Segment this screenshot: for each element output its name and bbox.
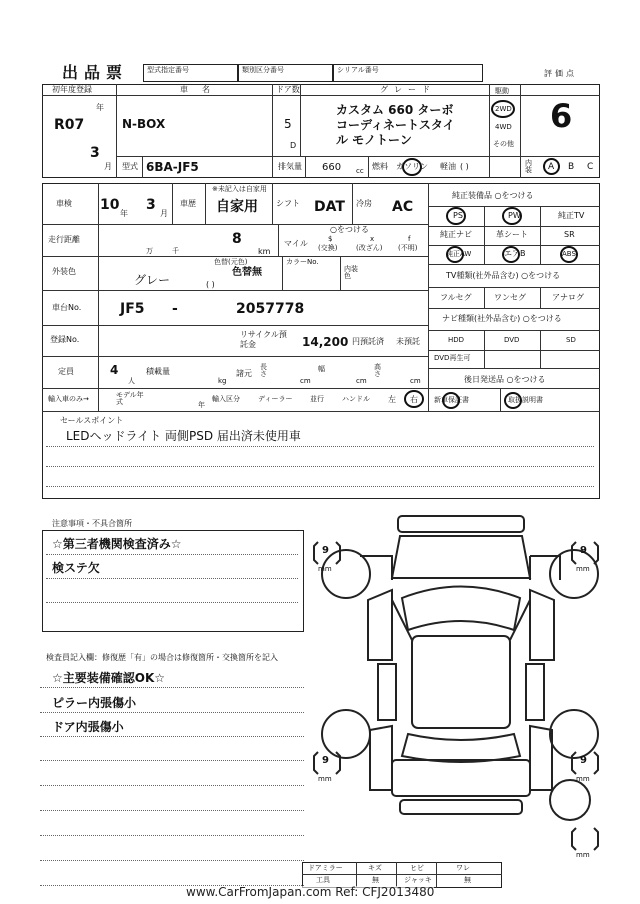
grade-line3: ル モノトーン [336, 133, 412, 147]
car-name: N-BOX [122, 117, 166, 131]
km-unit: km [258, 247, 271, 256]
handle-right: 右 [410, 395, 418, 404]
capacity-unit: 人 [128, 377, 135, 385]
int-color-label: 内装色 [344, 265, 358, 280]
model-code: 6BA-JF5 [146, 160, 199, 174]
handle-left: 左 [388, 395, 396, 404]
recycle-deposited: 円預託済 [352, 337, 384, 346]
tire-rl-depth: 9 [322, 755, 329, 766]
month-unit: 月 [104, 162, 112, 171]
year-unit: 年 [96, 103, 104, 112]
cm-1: cm [300, 377, 311, 385]
capacity: 4 [110, 363, 119, 377]
height-label: 高さ [374, 363, 381, 378]
displacement-label: 排気量 [278, 162, 302, 171]
repaint-paren: ( ) [206, 280, 215, 289]
manual: 取扱説明書 [508, 396, 543, 404]
ac: AC [392, 199, 414, 215]
handle: ハンドル [342, 395, 370, 403]
legend-mirror: ドアミラー [308, 864, 343, 872]
tire-fl-mm: mm [318, 565, 332, 573]
class-code-label: 類別区分番号 [242, 66, 284, 74]
cm-3: cm [410, 377, 421, 385]
legend-crack: ヒビ [410, 864, 424, 872]
first-reg-label: 初年度登録 [52, 85, 92, 94]
chassis-dash: - [172, 301, 178, 317]
legend-tool-val: 無 [372, 876, 379, 884]
model-code-label: 型式指定番号 [147, 66, 189, 74]
mileage-circle-note: ○をつける [330, 225, 369, 234]
serial-label: シリアル番号 [337, 66, 379, 74]
color-no-label: カラーNo. [286, 258, 319, 266]
cm-2: cm [356, 377, 367, 385]
fuel-value: ガソリン [396, 162, 428, 171]
mileage-value: 8 [232, 231, 242, 247]
unknown-symbol: f [408, 235, 411, 243]
fuel-paren: ( ) [460, 162, 469, 171]
notes-line1: ☆第三者機関検査済み☆ [52, 537, 182, 551]
grade-line1: カスタム 660 ターボ [336, 103, 454, 117]
fuel-label: 燃料 [372, 162, 388, 171]
inspector-line1: ☆主要装備確認OK☆ [52, 671, 166, 685]
equip-airbag: エアB [504, 249, 526, 258]
interior-c: C [587, 162, 594, 172]
warranty: 新車保証書 [434, 396, 469, 404]
tire-fr-depth: 9 [580, 545, 587, 556]
model-year-unit: 年 [198, 401, 205, 409]
interior-label: 内装 [525, 159, 532, 174]
legend-dent: ワレ [456, 864, 470, 872]
import-label: 輸入車のみ→ [48, 395, 89, 403]
doors-label: ドア数 [276, 85, 300, 94]
sales-label: セールスポイント [60, 416, 124, 425]
width-label: 幅 [318, 365, 325, 373]
color: グレー [134, 273, 171, 287]
hdd: HDD [448, 336, 465, 344]
dims-label: 諸元 [236, 369, 252, 378]
fullseg: フルセグ [440, 293, 472, 302]
tire-fl-depth: 9 [322, 545, 329, 556]
mile: マイル [284, 239, 308, 248]
inspection-year-unit: 年 [120, 209, 128, 218]
tv-type-header: TV種類(社外品含む) ○をつける [446, 271, 561, 280]
mileage-man: 万 [146, 247, 153, 255]
tire-rr-depth: 9 [580, 755, 587, 766]
equip-ps: PS [453, 211, 463, 220]
drive-other: その他 [493, 140, 514, 148]
repaint-label: 色替(元色) [214, 258, 248, 266]
exchange: (交換) [318, 244, 338, 252]
analog: アナログ [552, 293, 584, 302]
equip-tv: 純正TV [558, 211, 585, 220]
notes-line2: 検ステ欠 [52, 561, 100, 575]
dealer: ディーラー [258, 395, 293, 403]
first-reg-month: 3 [90, 145, 100, 161]
watermark: www.CarFromJapan.com Ref: CFJ2013480 [186, 885, 435, 899]
inspection-year: 10 [100, 197, 120, 213]
equip-aw: 純正AW [446, 250, 472, 258]
chassis-prefix: JF5 [120, 301, 145, 317]
reg-no-label: 登録No. [50, 335, 80, 344]
equipment-header: 純正装備品 ○をつける [452, 191, 534, 200]
equip-pw: PW [508, 211, 521, 220]
score-label: 評価点 [544, 69, 577, 78]
inspector-line3: ドア内張傷小 [52, 720, 124, 734]
length-label: 長さ [260, 363, 267, 378]
parallel: 並行 [310, 395, 324, 403]
history-note: ※未記入は自家用 [212, 185, 267, 193]
equip-navi: 純正ナビ [440, 230, 472, 239]
light-oil: 軽油 [440, 162, 456, 171]
shift: DAT [314, 199, 345, 215]
inspector-label: 検査員記入欄：修復歴「有」の場合は修復箇所・交換箇所を記入 [46, 653, 278, 662]
tire-rl-mm: mm [318, 775, 332, 783]
equip-abs: ABS [562, 250, 576, 258]
ac-label: 冷房 [356, 199, 372, 208]
history: 自家用 [216, 199, 258, 215]
sd: SD [566, 336, 576, 344]
doors: 5 [284, 117, 292, 131]
tire-fr-mm: mm [576, 565, 590, 573]
sales-text: LEDヘッドライト 両側PSD 届出済未使用車 [66, 429, 301, 443]
dvd-play: DVD再生可 [434, 354, 471, 362]
oneseg: ワンセグ [494, 293, 526, 302]
legend-tool: 工具 [316, 876, 330, 884]
kg-unit: kg [218, 377, 227, 385]
unknown: (不明) [398, 244, 418, 252]
displacement: 660 [322, 162, 342, 173]
inspection-month-unit: 月 [160, 209, 168, 218]
shift-label: シフト [276, 199, 300, 208]
interior-b: B [568, 162, 575, 172]
load-label: 積載量 [146, 367, 170, 376]
recycle-not: 未預託 [396, 337, 420, 346]
repaint: 色替無 [232, 267, 262, 278]
grade-line2: コーディネートスタイ [336, 118, 455, 132]
recycle-label: リサイクル預託金 [240, 330, 287, 349]
score-value: 6 [550, 97, 573, 135]
tire-rr-mm: mm [576, 775, 590, 783]
form-title: 出品票 [62, 63, 129, 82]
model-year-label: モデル年式 [116, 391, 144, 406]
notes-label: 注意事項・不具合箇所 [52, 519, 132, 528]
capacity-label: 定員 [58, 367, 74, 376]
dvd: DVD [504, 336, 520, 344]
mileage-label: 走行距離 [48, 235, 80, 244]
tampered-symbol: x [370, 235, 375, 243]
drive-label: 駆動 [495, 87, 509, 95]
color-label: 外装色 [52, 267, 76, 276]
tire-spare-mm: mm [576, 851, 590, 859]
exchange-symbol: $ [328, 235, 333, 243]
recycle-amount: 14,200 [302, 335, 349, 349]
inspector-line2: ピラー内張傷小 [52, 696, 137, 710]
equip-sr: SR [564, 230, 575, 239]
inspection-label: 車検 [56, 199, 72, 208]
navi-type-header: ナビ種類(社外品含む) ○をつける [442, 314, 562, 323]
later-header: 後日発送品 ○をつける [464, 375, 546, 384]
chassis-label: 車台No. [52, 303, 82, 312]
interior-a: A [548, 162, 555, 172]
import-class: 輸入区分 [212, 395, 240, 403]
drive-4wd: 4WD [495, 123, 512, 131]
doors-unit: D [290, 141, 297, 150]
inspection-month: 3 [146, 197, 156, 213]
legend-jack: ジャッキ [404, 876, 432, 884]
type-label: 型式 [122, 162, 138, 171]
legend-scratch: キズ [368, 864, 382, 872]
chassis-no: 2057778 [236, 301, 305, 317]
grade-label: グレード [380, 85, 436, 94]
equip-leather: 革シート [496, 230, 528, 239]
car-name-label: 車名 [180, 85, 224, 94]
first-reg-era: R07 [54, 117, 85, 133]
history-label: 車歴 [180, 199, 196, 208]
legend-jack-val: 無 [464, 876, 471, 884]
drive-2wd: 2WD [495, 105, 512, 113]
tampered: (改ざん) [356, 244, 383, 252]
cc-unit: cc [356, 167, 364, 175]
mileage-sen: 千 [172, 247, 179, 255]
